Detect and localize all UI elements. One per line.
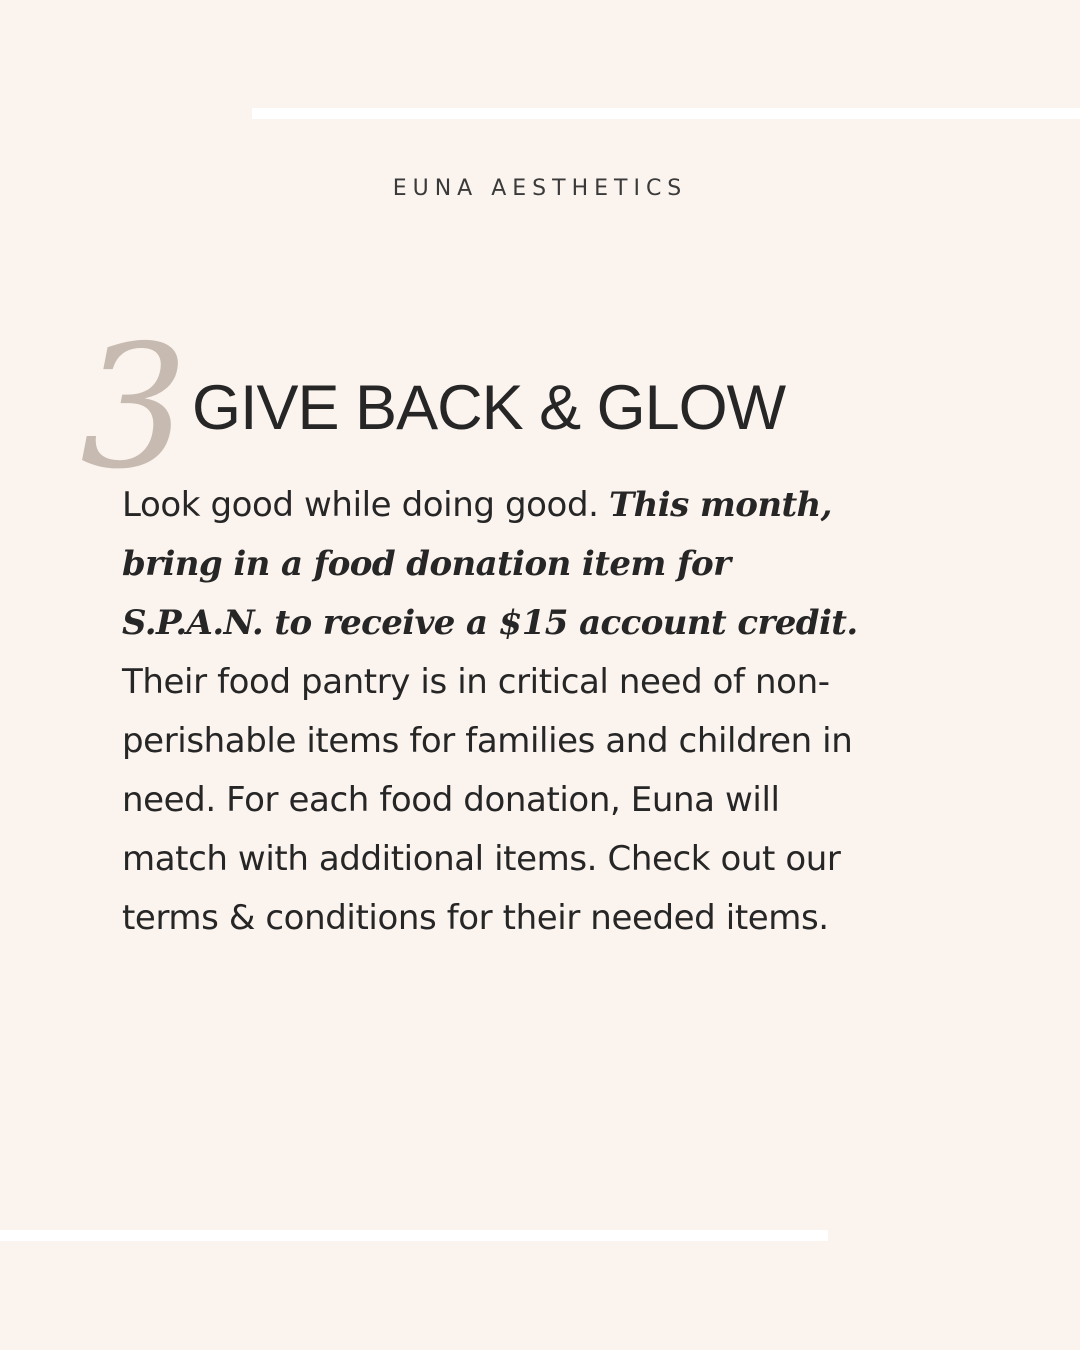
top-divider-bar: [252, 108, 1080, 119]
step-number: 3: [80, 309, 189, 507]
body-paragraph: [122, 476, 862, 948]
bottom-divider-bar: [0, 1230, 828, 1241]
brand-name: EUNA AESTHETICS: [392, 176, 688, 201]
body-intro: Look good while doing good.: [122, 485, 609, 525]
body-rest: Their food pantry is in critical need of non-perishable items for families and children in need. For each food donation, Euna will match with additional items. Check out our terms & conditions for their needed items.: [122, 662, 853, 938]
body-emphasis: This month, bring in a food donation item for S.P.A.N. to receive a $15 account credit.: [122, 485, 858, 643]
step-title: GIVE BACK & GLOW: [192, 373, 786, 443]
